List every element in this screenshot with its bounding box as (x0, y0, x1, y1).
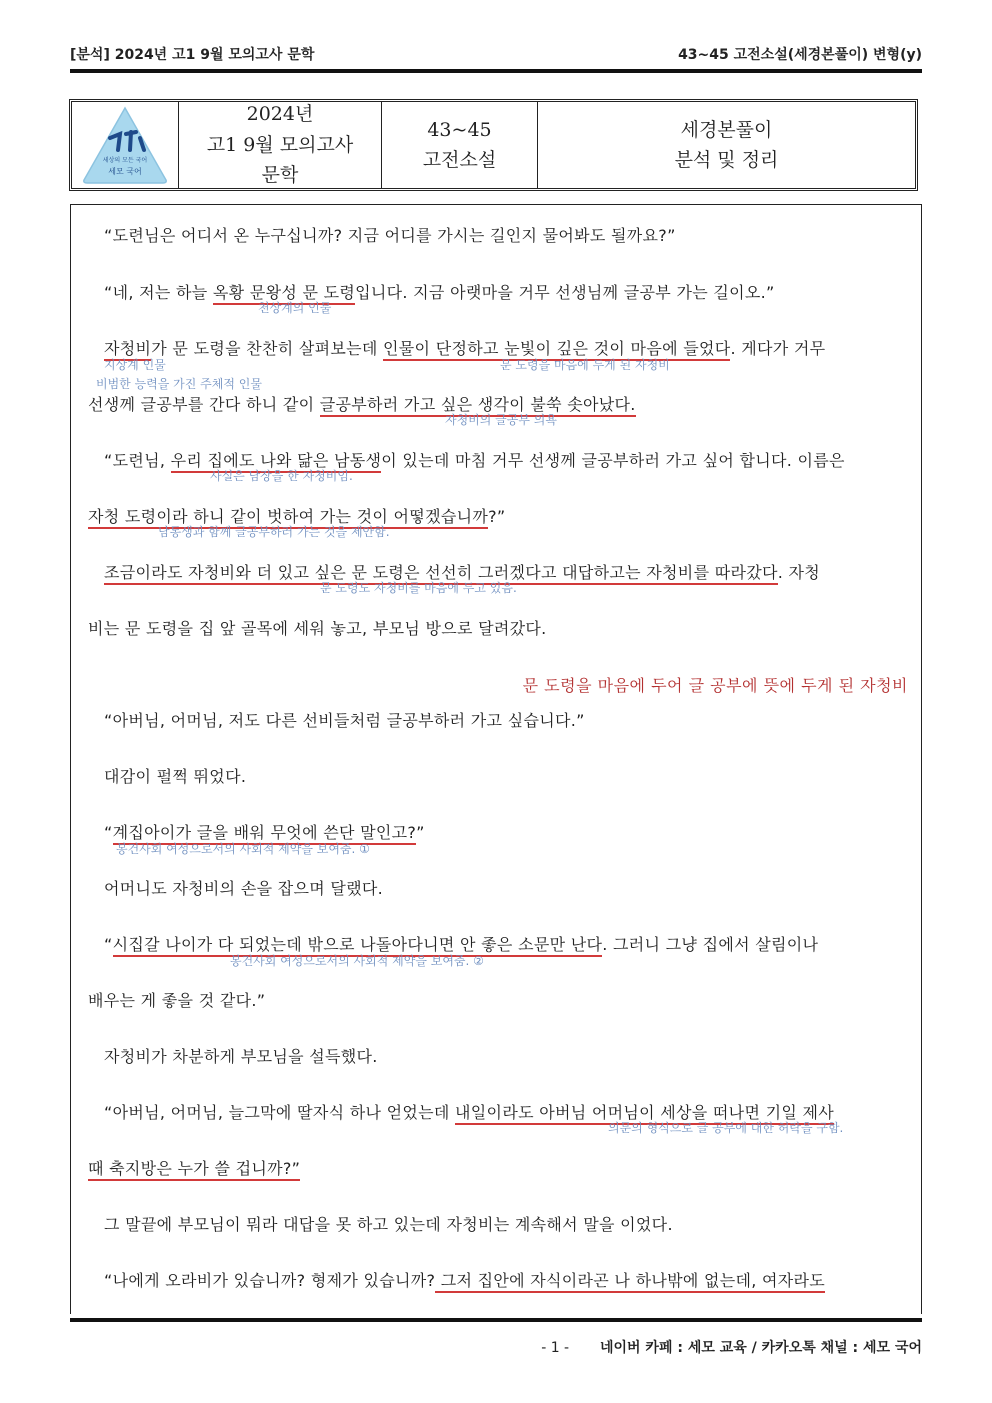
passage-box (70, 204, 922, 1314)
text-segment: “도련님, (104, 451, 171, 470)
passage-line (104, 280, 775, 303)
work-title: 세경본풀이 (680, 118, 773, 141)
annotation-note: 문 도령을 마음에 두게 된 자청비 (500, 358, 670, 372)
underlined-phrase: 시집갈 나이가 다 되었는데 밖으로 나돌아다니면 안 좋은 소문만 난다 (113, 935, 603, 957)
text-segment: “네, 저는 하늘 (104, 283, 213, 302)
svg-text:세상의 모든 국어: 세상의 모든 국어 (102, 157, 148, 164)
annotation-note: 사실은 남장을 한 자청비임. (210, 469, 353, 483)
text-segment: 비는 문 도령을 집 앞 골목에 세워 놓고, 부모님 방으로 달려갔다. (88, 619, 547, 638)
annotation-note: 천상계의 인물 (258, 301, 332, 315)
annotation-note: 지상계 인물 (104, 358, 166, 372)
text-segment: ” (416, 823, 425, 842)
underlined-phrase: 내일이라도 아버님 어머님이 세상을 떠나면 기일 제사 (455, 1103, 834, 1125)
annotation-note: 남동생과 함께 글공부하러 가는 것을 제안함. (158, 525, 390, 539)
passage-line (104, 764, 246, 787)
text-segment: “아버님, 어머님, 저도 다른 선비들처럼 글공부하러 가고 싶습니다.” (104, 711, 585, 730)
text-segment: ?” (488, 507, 506, 526)
passage-line (88, 1156, 300, 1179)
page-number: - 1 - (541, 1340, 570, 1356)
header-right: 43~45 고전소설(세경본풀이) 변형(y) (678, 47, 922, 63)
text-segment: 입니다. 지금 아랫마을 거무 선생님께 글공부 가는 길이오.” (355, 283, 775, 302)
underlined-phrase: 자청 도령이라 하니 같이 벗하여 가는 것이 어떻겠습니까 (88, 507, 488, 529)
text-segment: 가 문 도령을 찬찬히 살펴보는데 (151, 339, 384, 358)
text-segment: 이 있는데 마침 거무 선생께 글공부하러 가고 싶어 합니다. 이름은 (381, 451, 845, 470)
exam-info-cell (179, 102, 382, 188)
passage-line (104, 336, 825, 359)
exam-year: 2024년 (246, 103, 314, 126)
work-title-cell (538, 102, 915, 188)
passage-line (104, 876, 383, 899)
text-segment: 그 말끝에 부모님이 뭐라 대답을 못 하고 있는데 자청비는 계속해서 말을 이었다. (104, 1215, 673, 1234)
section-summary: 문 도령을 마음에 두어 글 공부에 뜻에 두게 된 자청비 (522, 676, 908, 695)
annotation-note: 자청비의 글공부 의욕 (445, 413, 557, 427)
text-segment: “ (104, 823, 113, 842)
logo-cell (72, 102, 179, 188)
annotation-note: 봉건사회 여성으로서의 사회적 제약을 보여줌. ② (230, 954, 484, 968)
header-rule (70, 69, 922, 73)
text-segment: . 그러니 그냥 집에서 살림이나 (602, 935, 819, 954)
passage-line (88, 988, 265, 1011)
underlined-phrase: 그저 집안에 자식이라곤 나 하나밖에 없는데, 여자라도 (435, 1271, 825, 1293)
passage-line (104, 708, 585, 731)
title-table (69, 99, 918, 191)
exam-name: 고1 9월 모의고사 (206, 133, 354, 156)
footer (541, 1337, 922, 1357)
text-segment: 어머니도 자청비의 손을 잡으며 달랬다. (104, 879, 384, 898)
header-left: [분석] 2024년 고1 9월 모의고사 문학 (70, 47, 315, 63)
passage-line (104, 223, 676, 246)
passage-line (104, 1044, 378, 1067)
text-segment: “ (104, 935, 113, 954)
question-range: 43~45 (427, 118, 492, 141)
footer-rule (70, 1318, 922, 1322)
underlined-phrase: 글공부하러 가고 싶은 생각이 불쑥 솟아났다. (320, 395, 636, 417)
annotation-note: 봉건사회 여성으로서의 사회적 제약을 보여줌. ① (116, 842, 370, 856)
text-segment: 자청비가 차분하게 부모님을 설득했다. (104, 1047, 378, 1066)
underlined-phrase: 자청비 (104, 339, 151, 361)
svg-text:세모 국어: 세모 국어 (108, 167, 142, 176)
text-segment: 배우는 게 좋을 것 같다.” (88, 991, 266, 1010)
annotation-note: 비범한 능력을 가진 주체적 인물 (96, 377, 262, 391)
text-segment: “도련님은 어디서 온 누구십니까? 지금 어디를 가시는 길인지 물어봐도 될까요?” (104, 226, 676, 245)
question-type-cell (382, 102, 538, 188)
annotation-note: 문 도령도 자청비를 마음에 두고 있음. (320, 581, 517, 595)
underlined-phrase: 조금이라도 자청비와 더 있고 싶은 문 도령은 선선히 그러겠다고 대답하고는 자청비를 따라갔다 (104, 563, 778, 585)
passage-line (88, 616, 547, 639)
underlined-phrase: 옥황 문왕성 문 도령 (213, 283, 355, 305)
text-segment: . 자청 (777, 563, 821, 582)
text-segment: 대감이 펄쩍 뛰었다. (104, 767, 247, 786)
text-segment: “아버님, 어머님, 늘그막에 딸자식 하나 얻었는데 (104, 1103, 456, 1122)
footer-text: 네이버 카페 : 세모 교육 / 카카오톡 채널 : 세모 국어 (599, 1340, 922, 1356)
work-subtitle: 분석 및 정리 (674, 149, 779, 171)
genre: 고전소설 (422, 149, 497, 171)
semo-logo-icon (80, 104, 170, 186)
passage-line (104, 1212, 673, 1235)
text-segment: . 게다가 거무 (730, 339, 826, 358)
underlined-phrase: 우리 집에도 나와 닮은 남동생 (171, 451, 382, 473)
underlined-phrase: 인물이 단정하고 눈빛이 깊은 것이 마음에 들었다 (383, 339, 730, 361)
text-segment: 선생께 글공부를 간다 하니 같이 (88, 395, 320, 414)
annotation-note: 의문의 형식으로 글 공부에 대한 허락을 구함. (608, 1121, 844, 1135)
exam-subject: 문학 (261, 164, 299, 187)
text-segment: “나에게 오라비가 있습니까? 형제가 있습니까? (104, 1271, 436, 1290)
underlined-phrase: 때 축지방은 누가 쓸 겁니까?” (88, 1159, 300, 1181)
passage-line (104, 1268, 825, 1291)
underlined-phrase: 계집아이가 글을 배워 무엇에 쓴단 말인고? (113, 823, 417, 845)
